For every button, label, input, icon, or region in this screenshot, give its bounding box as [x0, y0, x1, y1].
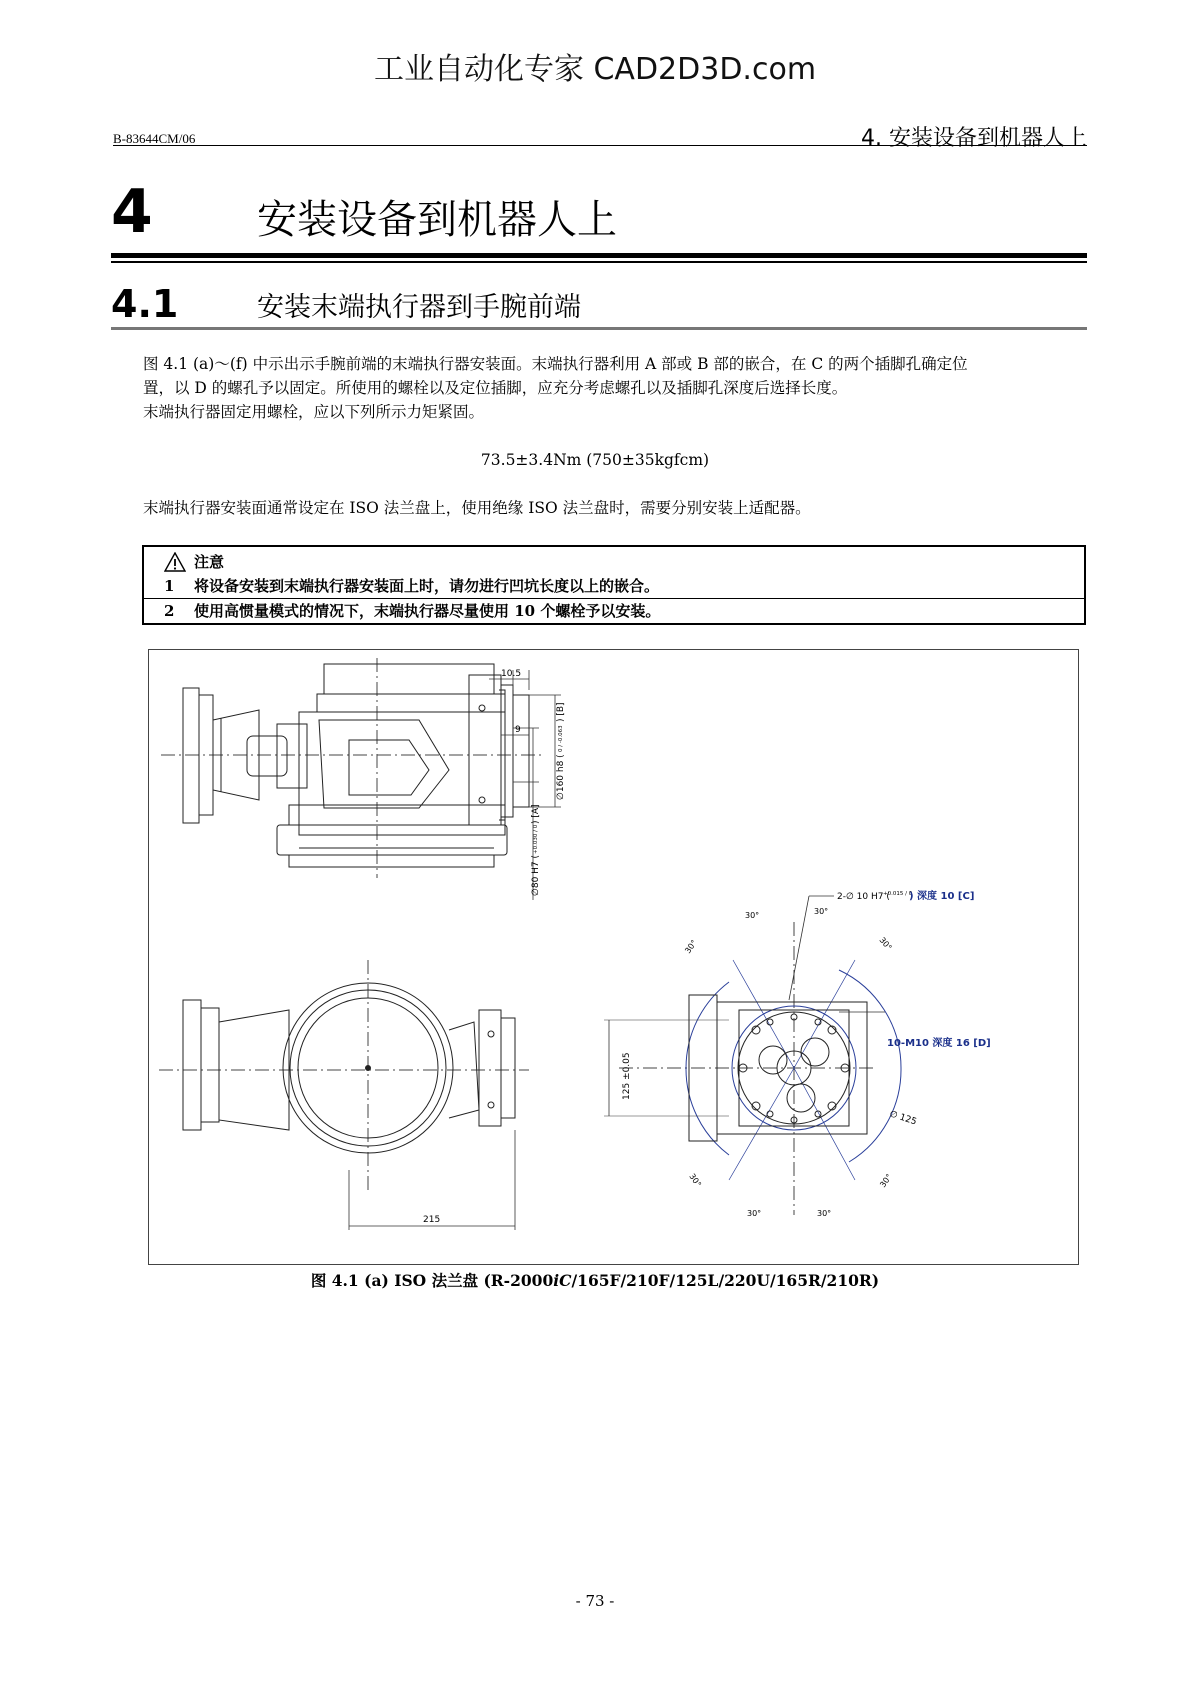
dim-10-5: 10.5 — [501, 669, 522, 679]
doc-id: B-83644CM/06 — [113, 131, 196, 146]
paragraph-1-line-2: 置，以 D 的螺孔予以固定。所使用的螺栓以及定位插脚，应充分考虑螺孔以及插脚孔深度后选择长度。 — [143, 379, 848, 397]
page-number: - 73 - — [575, 1592, 615, 1610]
front-view-wrist — [159, 960, 529, 1230]
angle-label: 30° — [877, 935, 894, 953]
figure-caption: 图 4.1 (a) ISO 法兰盘 (R-2000iC/165F/210F/125L/220U/165R/210R) — [310, 1271, 880, 1290]
svg-text:2-∅ 10 H7 (: 2-∅ 10 H7 ( — [837, 892, 890, 902]
svg-text:) [A]: ) [A] — [531, 804, 541, 824]
header-section-title: 4. 安装设备到机器人上 — [861, 126, 1087, 151]
warning-triangle-icon — [164, 552, 186, 572]
chapter-title: 安装设备到机器人上 — [257, 197, 617, 243]
caution-divider — [144, 598, 1084, 599]
angle-label: 30° — [747, 1209, 762, 1218]
paragraph-2: 末端执行器安装面通常设定在 ISO 法兰盘上，使用绝缘 ISO 法兰盘时，需要分别安装上适配器。 — [143, 499, 811, 517]
angle-label: 30° — [814, 907, 829, 916]
figure-frame — [148, 649, 1079, 1265]
dim-screw-holes: 10-M10 深度 16 [D] — [887, 1038, 991, 1049]
chapter-rule-thin — [111, 261, 1087, 263]
paragraph-1-line-3: 末端执行器固定用螺栓，应以下列所示力矩紧固。 — [143, 403, 485, 421]
watermark: 工业自动化专家 CAD2D3D.com — [373, 52, 817, 87]
svg-text:0 / -0.063: 0 / -0.063 — [558, 725, 564, 752]
angle-label: 30° — [687, 1171, 703, 1189]
svg-text:+0.030 / 0: +0.030 / 0 — [533, 824, 539, 854]
dim-160-h8 — [556, 702, 566, 800]
angle-label: 30° — [683, 938, 699, 956]
svg-text:∅160 h8 (: ∅160 h8 ( — [556, 754, 566, 800]
dim-125-tol — [622, 1052, 632, 1100]
svg-text:) 深度 10 [C]: ) 深度 10 [C] — [909, 891, 975, 902]
section-rule — [111, 327, 1087, 330]
chapter-number: 4 — [111, 177, 153, 247]
dim-9: 9 — [515, 725, 521, 735]
svg-text:) [B]: ) [B] — [556, 702, 566, 722]
iso-flange-drawing — [149, 650, 1078, 1264]
caution-item-text: 使用高惯量模式的情况下，末端执行器尽量使用 10 个螺栓予以安装。 — [194, 602, 661, 620]
dim-215: 215 — [423, 1215, 441, 1225]
svg-text:∅ 125: ∅ 125 — [888, 1109, 918, 1128]
caution-title: 注意 — [194, 553, 225, 571]
angle-label: 30° — [878, 1172, 894, 1190]
header-rule — [113, 145, 1087, 146]
angle-label: 30° — [745, 911, 760, 920]
caution-box — [142, 545, 1086, 625]
caution-item — [164, 575, 659, 596]
angle-label: 30° — [817, 1209, 832, 1218]
dim-80-h7 — [531, 804, 541, 896]
caution-item-number: 2 — [164, 602, 175, 620]
caution-item — [164, 600, 660, 621]
torque-value: 73.5±3.4Nm (750±35kgfcm) — [480, 451, 710, 469]
caution-item-number: 1 — [164, 577, 175, 595]
paragraph-1-line-1: 图 4.1 (a)～(f) 中示出示手腕前端的末端执行器安装面。末端执行器利用 A 部或 B 部的嵌合，在 C 的两个插脚孔确定位 — [143, 355, 968, 373]
chapter-rule — [111, 253, 1087, 258]
flange-face-view — [604, 896, 901, 1215]
section-number: 4.1 — [111, 282, 179, 326]
dim-pin-holes — [837, 889, 974, 902]
caution-heading — [164, 551, 224, 572]
caution-item-text: 将设备安装到末端执行器安装面上时，请勿进行凹坑长度以上的嵌合。 — [194, 577, 660, 595]
svg-text:125 ±0.05: 125 ±0.05 — [622, 1052, 632, 1100]
side-view-wrist — [161, 658, 544, 878]
dim-dia-125 — [888, 1109, 918, 1127]
svg-text:∅80 H7 (: ∅80 H7 ( — [531, 854, 541, 896]
section-title: 安装末端执行器到手腕前端 — [257, 292, 581, 323]
svg-text:+0.015 / 0: +0.015 / 0 — [883, 891, 913, 897]
